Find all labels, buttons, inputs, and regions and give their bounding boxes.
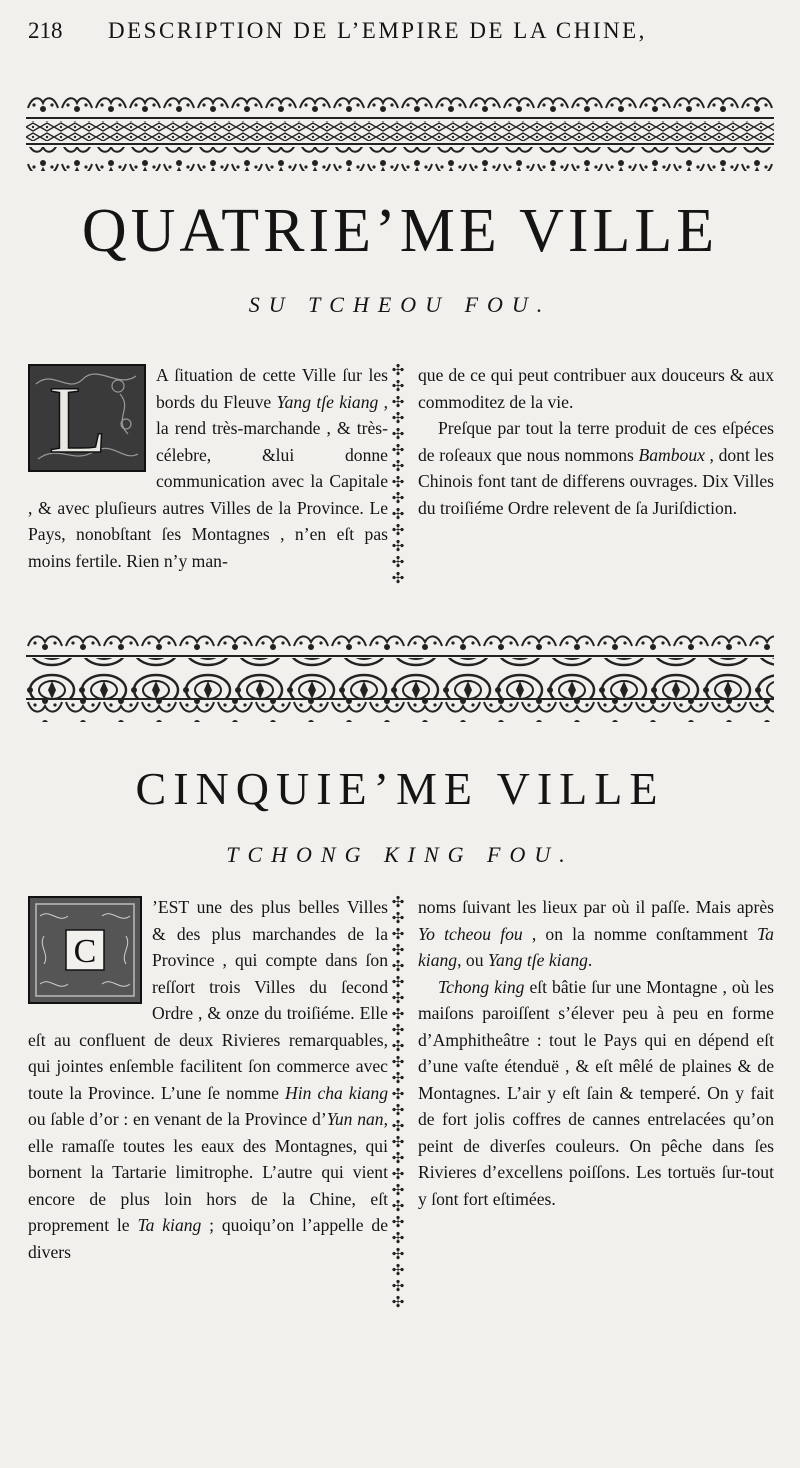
section-subtitle-su-tcheou: SU TCHEOU FOU. (248, 292, 552, 317)
column-divider-2: ✣ ✣ ✣ ✣ ✣ ✣ ✣ ✣ ✣ ✣ ✣ ✣ ✣ ✣ ✣ ✣ ✣ ✣ ✣ ✣ ✣ ✣ ✣ ✣ ✣ ✣ (391, 894, 405, 1311)
section2-left-column: C ’EST une des plus belles Villes & des plus marchandes de la Province , qui compte dans ſon reſſort trois Villes du ſecond Ordre , & onze du troiſiéme. Elle eſt au confluent de deux Rivieres remarquables, qui jointes enſemble facilitent ſon commerce avec toute la Province. L’une ſe nomme Hin cha kiang ou ſable d’or : en venant de la Province d’Yun nan, elle ramaſſe toutes les eaux des Montagnes, qui bornent la Tartarie limitrophe. L’autre qui vient encore de plus loin hors de la Chine, eſt proprement le Ta kiang ; quoiqu’on l’appelle de divers (28, 897, 389, 1262)
column-divider-1: ✣ ✣ ✣ ✣ ✣ ✣ ✣ ✣ ✣ ✣ ✣ ✣ ✣ ✣ (391, 362, 405, 587)
running-header (28, 18, 718, 52)
running-title: DESCRIPTION DE L’EMPIRE DE LA CHINE, (108, 18, 647, 43)
section-title-quatrieme: QUATRIE’ME VILLE (81, 197, 719, 265)
section1-left-column: L A ſituation de cette Ville ſur les bords du Fleuve Yang tſe kiang , la rend très-marchande , & très-célebre, &lui donne communication avec la Capitale , & avec pluſieurs autres Villes de la Province. Le Pays, nonobſtant ſes Montagnes , n’en eſt pas moins fertile. Rien n’y man- (28, 365, 388, 571)
ornament-band-middle (26, 630, 774, 722)
svg-text:C: C (73, 933, 97, 970)
svg-text:L: L (48, 366, 108, 472)
section-subtitle-tchong-king: TCHONG KING FOU. (226, 842, 574, 867)
section1-right-column: que de ce qui peut contribuer aux douceurs & aux commoditez de la vie. Preſque par tout la terre produit de ces eſpéces de roſeaux que nous nommons Bamboux , dont les Chinois font tant de differens ouvrages. Dix Villes du troiſiéme Ordre relevent de ſa Juriſdiction. (418, 365, 774, 518)
page-number: 218 (28, 18, 63, 43)
dropcap-c (28, 896, 142, 1004)
ornament-band-top (26, 92, 774, 172)
dropcap-l (28, 364, 146, 472)
section2-right-column: noms ſuivant les lieux par où il paſſe. Mais après Yo tcheou fou , on la nomme conſtamment Ta kiang, ou Yang tſe kiang. Tchong king eſt bâtie ſur une Montagne , où les maiſons paroiſſent s’élever peu à peu en forme d’Amphitheâtre : tout le Pays qui en dépend eſt d’une vaſte étenduë , & eſt mêlé de plaines & de Montagnes. L’air y eſt ſain & temperé. On y fait de fort jolis coffres de cannes entrelacées qu’on peint de diverſes couleurs. On pêche dans ſes Rivieres d’excellens poiſſons. Les tortuës ſur-tout y ſont fort eſtimées. (418, 897, 774, 1209)
section-title-cinquieme: CINQUIE’ME VILLE (135, 763, 665, 814)
